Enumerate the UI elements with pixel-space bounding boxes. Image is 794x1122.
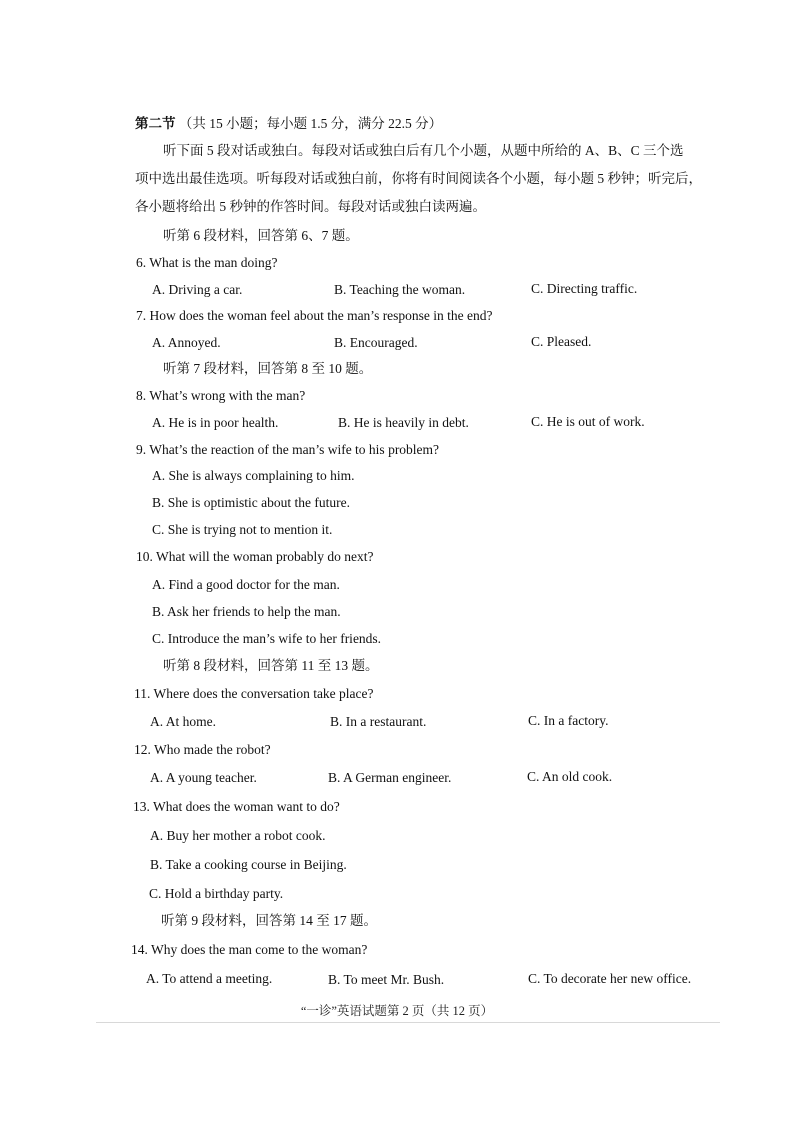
- question-9-stem: 9. What’s the reaction of the man’s wife to his problem?: [136, 442, 440, 457]
- question-14-option-c: C. To decorate her new office.: [528, 971, 692, 986]
- group-heading-7: 听第 7 段材料，回答第 8 至 10 题。: [163, 361, 373, 376]
- page-footer: “一诊”英语试题第 2 页（共 12 页）: [300, 1004, 494, 1018]
- question-6-option-b: B. Teaching the woman.: [334, 282, 466, 297]
- question-14-option-b: B. To meet Mr. Bush.: [328, 972, 445, 987]
- question-7-stem: 7. How does the woman feel about the man’s response in the end?: [136, 308, 493, 323]
- question-9-option-b: B. She is optimistic about the future.: [152, 495, 350, 510]
- question-8-stem: 8. What’s wrong with the man?: [136, 388, 306, 403]
- section-header: [135, 115, 442, 133]
- question-7-option-c: C. Pleased.: [531, 334, 592, 349]
- instructions-line-2: 项中选出最佳选项。听每段对话或独白前，你将有时间阅读各个小题，每小题 5 秒钟；听完后，: [135, 171, 702, 186]
- question-13-option-a: A. Buy her mother a robot cook.: [150, 828, 326, 843]
- instructions-line-1: 听下面 5 段对话或独白。每段对话或独白后有几个小题，从题中所给的 A、B、C 三个选: [163, 143, 684, 158]
- question-11-option-a: A. At home.: [150, 714, 216, 729]
- question-9-option-c: C. She is trying not to mention it.: [152, 522, 333, 537]
- question-6-option-c: C. Directing traffic.: [531, 281, 638, 296]
- question-12-option-b: B. A German engineer.: [328, 770, 452, 785]
- group-heading-6: 听第 6 段材料，回答第 6、7 题。: [163, 228, 359, 243]
- section-note: （共 15 小题；每小题 1.5 分，满分 22.5 分）: [178, 116, 443, 131]
- question-7-option-a: A. Annoyed.: [152, 335, 221, 350]
- question-8-option-c: C. He is out of work.: [531, 414, 645, 429]
- question-12-option-a: A. A young teacher.: [150, 770, 257, 785]
- question-12-stem: 12. Who made the robot?: [134, 742, 271, 757]
- question-8-option-b: B. He is heavily in debt.: [338, 415, 469, 430]
- footer-divider: [96, 1022, 720, 1023]
- group-heading-9: 听第 9 段材料，回答第 14 至 17 题。: [161, 913, 377, 928]
- instructions-line-3: 各小题将给出 5 秒钟的作答时间。每段对话或独白读两遍。: [135, 199, 486, 214]
- question-10-option-c: C. Introduce the man’s wife to her friends.: [152, 631, 382, 646]
- question-13-option-b: B. Take a cooking course in Beijing.: [150, 857, 347, 872]
- question-10-option-b: B. Ask her friends to help the man.: [152, 604, 341, 619]
- group-heading-8: 听第 8 段材料，回答第 11 至 13 题。: [163, 658, 379, 673]
- question-13-stem: 13. What does the woman want to do?: [133, 799, 340, 814]
- question-11-stem: 11. Where does the conversation take place?: [134, 686, 374, 701]
- question-8-option-a: A. He is in poor health.: [152, 415, 279, 430]
- question-10-option-a: A. Find a good doctor for the man.: [152, 577, 340, 592]
- question-14-stem: 14. Why does the man come to the woman?: [131, 942, 368, 957]
- question-11-option-b: B. In a restaurant.: [330, 714, 427, 729]
- question-7-option-b: B. Encouraged.: [334, 335, 418, 350]
- section-title: 第二节: [135, 116, 176, 131]
- question-11-option-c: C. In a factory.: [528, 713, 609, 728]
- question-14-option-a: A. To attend a meeting.: [146, 971, 273, 986]
- question-10-stem: 10. What will the woman probably do next?: [136, 549, 374, 564]
- question-6-stem: 6. What is the man doing?: [136, 255, 278, 270]
- question-6-option-a: A. Driving a car.: [152, 282, 243, 297]
- question-9-option-a: A. She is always complaining to him.: [152, 468, 355, 483]
- question-12-option-c: C. An old cook.: [527, 769, 613, 784]
- question-13-option-c: C. Hold a birthday party.: [149, 886, 284, 901]
